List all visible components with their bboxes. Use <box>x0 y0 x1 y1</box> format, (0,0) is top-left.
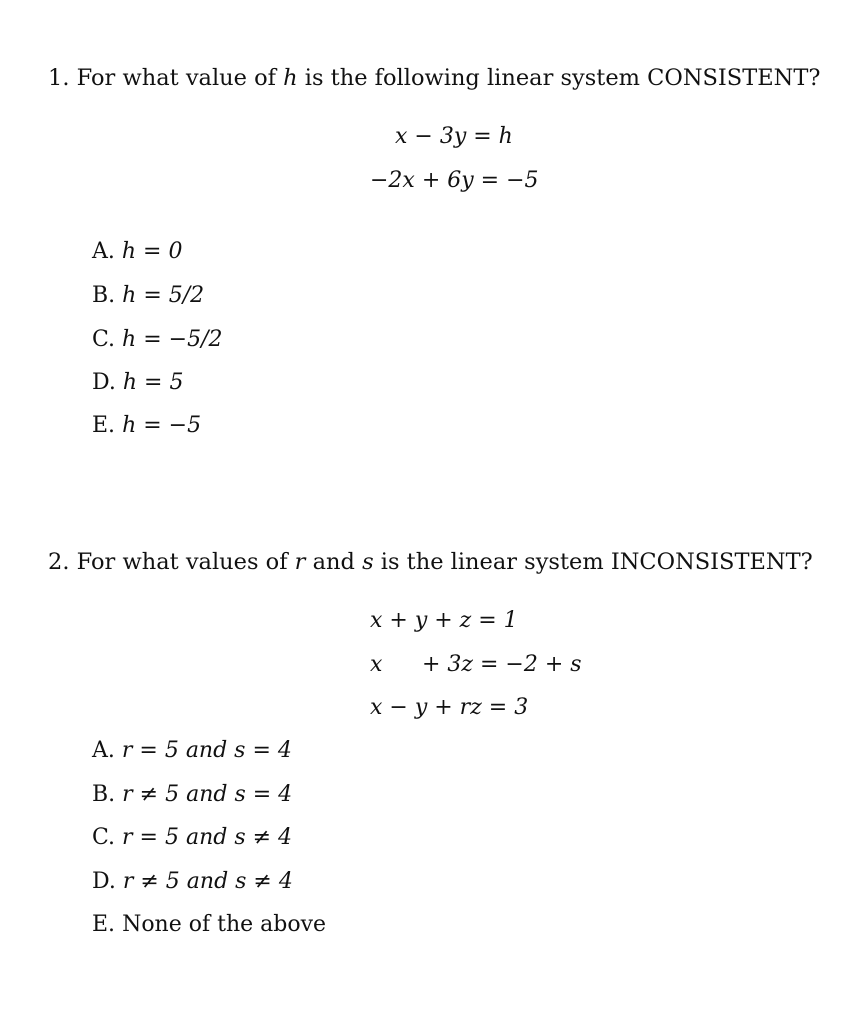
option-label: C. <box>92 825 116 850</box>
question-2-text-before: For what values of <box>76 549 295 575</box>
option-text: r ≠ 5 and s = 4 <box>122 782 293 807</box>
question-2-option-a[interactable] <box>92 740 292 762</box>
option-label: A. <box>92 738 115 763</box>
option-text: None of the above <box>122 912 327 937</box>
question-1-variable-h: h <box>283 65 298 91</box>
question-2-variable-s: s <box>362 549 374 575</box>
question-2-equation-3: x − y + rz = 3 <box>370 695 529 720</box>
question-1-option-a[interactable] <box>92 241 182 263</box>
question-1-option-b[interactable] <box>92 285 204 307</box>
question-1-option-e[interactable] <box>92 415 201 437</box>
question-2-text-after: is the linear system INCONSISTENT? <box>373 549 813 575</box>
question-2-text-mid: and <box>305 549 363 575</box>
option-label: E. <box>92 413 116 438</box>
question-2-equation-1: x + y + z = 1 <box>370 608 518 633</box>
option-text: r ≠ 5 and s ≠ 4 <box>122 869 293 894</box>
question-2-option-c[interactable] <box>92 827 292 849</box>
question-1-equation-1: x − 3y = h <box>395 124 513 149</box>
option-text: h = −5/2 <box>122 327 223 352</box>
question-1-equation-2: −2x + 6y = −5 <box>370 168 539 193</box>
question-2-equation-2-x: x <box>370 652 383 677</box>
option-label: E. <box>92 912 116 937</box>
question-2-option-d[interactable] <box>92 871 293 893</box>
option-text: r = 5 and s = 4 <box>121 738 292 763</box>
option-text: h = −5 <box>122 413 202 438</box>
option-text: h = 5 <box>122 370 184 395</box>
option-label: B. <box>92 782 116 807</box>
option-label: B. <box>92 283 116 308</box>
question-1-option-d[interactable] <box>92 372 183 394</box>
option-text: r = 5 and s ≠ 4 <box>122 825 293 850</box>
question-2-variable-r: r <box>294 549 306 575</box>
question-2-prompt <box>48 551 813 574</box>
option-text: h = 5/2 <box>122 283 205 308</box>
question-1-text-after: is the following linear system CONSISTENT? <box>297 65 821 91</box>
question-2-equation-2-rest: + 3z = −2 + s <box>422 652 582 677</box>
option-label: D. <box>92 370 116 395</box>
question-1-prompt <box>48 67 820 90</box>
question-2-option-e[interactable] <box>92 914 326 936</box>
question-1-option-c[interactable] <box>92 329 222 351</box>
question-1-number: 1. <box>48 65 70 91</box>
option-label: A. <box>92 239 115 264</box>
option-label: C. <box>92 327 116 352</box>
question-2-option-b[interactable] <box>92 784 292 806</box>
question-2-number: 2. <box>48 549 70 575</box>
option-text: h = 0 <box>121 239 183 264</box>
question-1-text-before: For what value of <box>76 65 284 91</box>
option-label: D. <box>92 869 116 894</box>
